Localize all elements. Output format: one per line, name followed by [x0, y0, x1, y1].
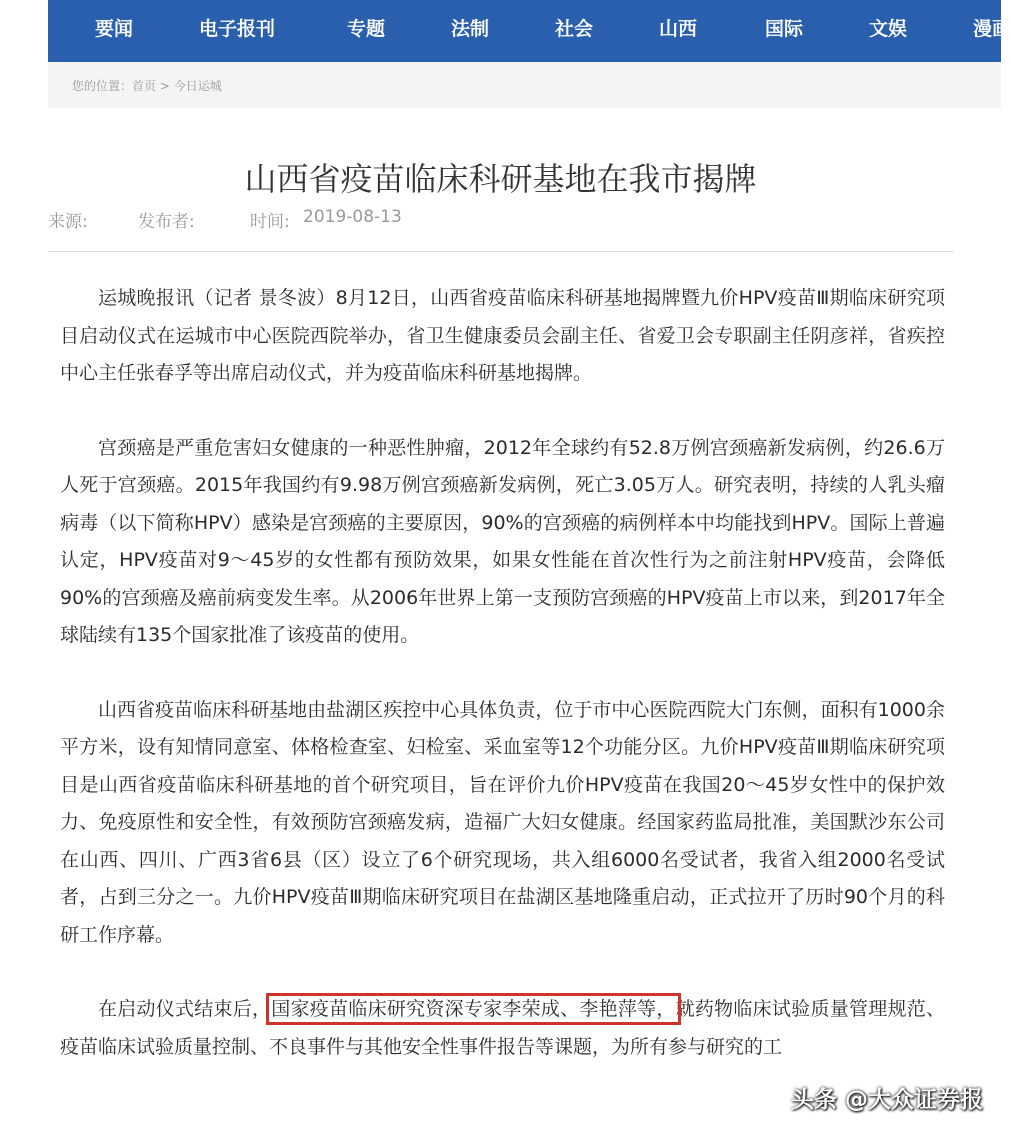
breadcrumb-separator: > [156, 79, 174, 93]
time-label: 时间: [250, 212, 290, 232]
nav-item-entertainment[interactable]: 文娱 [869, 18, 908, 40]
paragraph-text-after: 就药物临床试验质量管理规范、疫苗临床试验质量控制、不良事件与其他安全性事件报告等课题，为所有参与研究的工 [60, 998, 945, 1058]
source-label: 来源: [48, 212, 88, 232]
nav-item-law[interactable]: 法制 [451, 18, 490, 40]
nav-item-comics[interactable]: 漫画 [973, 18, 1011, 40]
nav-item-international[interactable]: 国际 [765, 18, 804, 40]
paragraph: 宫颈癌是严重危害妇女健康的一种恶性肿瘤，2012年全球约有52.8万例宫颈癌新发病例，约26.6万人死于宫颈癌。2015年我国约有9.98万例宫颈癌新发病例，死亡3.05万人。研究表明，持续的人乳头瘤病毒（以下简称HPV）感染是宫颈癌的主要原因，90%的宫颈癌的病例样本中均能找到HPV。国际上普遍认定，HPV疫苗对9～45岁的女性都有预防效果，如果女性能在首次性行为之前注射HPV疫苗，会降低90%的宫颈癌及癌前病变发生率。从2006年世界上第一支预防宫颈癌的HPV疫苗上市以来，到2017年全球陆续有135个国家批准了该疫苗的使用。 [60, 436, 945, 646]
nav-item-society[interactable]: 社会 [555, 18, 594, 40]
nav-item-shanxi[interactable]: 山西 [659, 18, 698, 40]
article-title: 山西省疫苗临床科研基地在我市揭牌 [244, 160, 757, 199]
publisher-label: 发布者: [138, 212, 195, 232]
breadcrumb [72, 77, 222, 94]
article-body [60, 280, 945, 1103]
paragraph-text-before: 在启动仪式结束后， [98, 998, 272, 1020]
toutiao-watermark: 头条 @大众证券报 [790, 1087, 983, 1113]
nav-item-topics[interactable]: 专题 [347, 18, 386, 40]
title-divider [48, 251, 954, 252]
paragraph-last [60, 991, 945, 1066]
highlighted-experts-text: 国家疫苗临床研究资深专家李荣成、李艳萍等， [271, 998, 676, 1020]
paragraph: 运城晚报讯（记者 景冬波）8月12日，山西省疫苗临床科研基地揭牌暨九价HPV疫苗Ⅲ期临床研究项目启动仪式在运城市中心医院西院举办，省卫生健康委员会副主任、省爱卫会专职副主任阴彦祥，省疾控中心主任张春孚等出席启动仪式，并为疫苗临床科研基地揭牌。 [60, 287, 945, 384]
paragraph: 山西省疫苗临床科研基地由盐湖区疾控中心具体负责，位于市中心医院西院大门东侧，面积有1000余平方米，设有知情同意室、体格检查室、妇检室、采血室等12个功能分区。九价HPV疫苗Ⅲ期临床研究项目是山西省疫苗临床科研基地的首个研究项目，旨在评价九价HPV疫苗在我国20～45岁女性中的保护效力、免疫原性和安全性，有效预防宫颈癌发病，造福广大妇女健康。经国家药监局批准，美国默沙东公司在山西、四川、广西3省6县（区）设立了6个研究现场，共入组6000名受试者，我省入组2000名受试者，占到三分之一。九价HPV疫苗Ⅲ期临床研究项目在盐湖区基地隆重启动，正式拉开了历时90个月的科研工作序幕。 [60, 698, 945, 946]
nav-item-epaper[interactable]: 电子报刊 [199, 18, 276, 40]
breadcrumb-bar [48, 62, 1001, 108]
breadcrumb-current-link[interactable]: 今日运城 [173, 79, 222, 93]
nav-item-news[interactable]: 要闻 [95, 18, 134, 40]
top-nav-bar [48, 0, 1011, 62]
publish-time: 2019-08-13 [303, 207, 402, 227]
breadcrumb-prefix: 您的位置： [72, 79, 133, 93]
breadcrumb-home-link[interactable]: 首页 [132, 79, 157, 93]
